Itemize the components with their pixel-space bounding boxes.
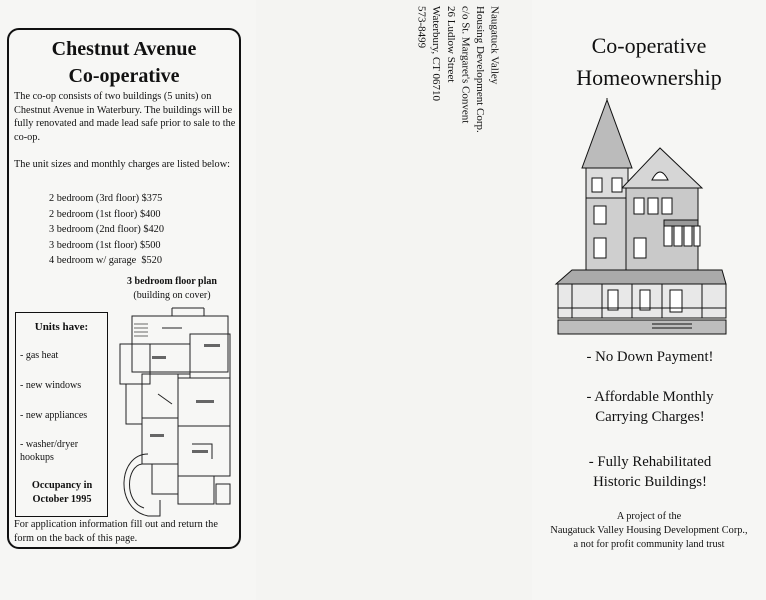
brochure-title (532, 30, 766, 94)
floorplan-subtitle: (building on cover) (133, 290, 211, 301)
project-note (532, 510, 766, 552)
unit-row: 2 bedroom (1st floor) $400 (49, 208, 161, 220)
unit-row: 3 bedroom (2nd floor) $420 (49, 224, 164, 236)
address-line: Waterbury, CT 06710 (430, 6, 443, 102)
address-line: Naugatuck Valley (488, 6, 501, 85)
units-have-title: Units have: (34, 321, 89, 333)
project-line1: A project of the (616, 511, 682, 522)
benefit-rehabilitated-buildings: - Fully Rehabilitated Historic Buildings! (588, 454, 712, 490)
chestnut-info-box (7, 28, 241, 549)
floorplan-drawing (112, 304, 236, 522)
units-have-box (15, 312, 108, 517)
unit-intro-text: The unit sizes and monthly charges are listed below: (14, 159, 230, 170)
brochure-title-line2: Homeownership (576, 65, 722, 90)
box-title-line2: Co-operative (68, 65, 180, 87)
address-line: Housing Development Corp. (473, 6, 486, 133)
address-line: 26 Ludlow Street (444, 6, 457, 83)
unit-row: 3 bedroom (1st floor) $500 (49, 239, 161, 251)
floorplan-title: 3 bedroom floor plan (127, 276, 217, 287)
intro-text: The co-op consists of two buildings (5 units) on Chestnut Avenue in Waterbury. The buildings will be fully renovated and made lead safe prior to sale to the co-op. (14, 91, 236, 143)
feature-gas-heat: - gas heat (20, 350, 59, 361)
feature-washer-dryer: - washer/dryer hookups (20, 439, 79, 463)
left-panel (0, 0, 257, 600)
unit-row: 4 bedroom w/ garage $520 (49, 255, 162, 267)
floorplan-caption (109, 275, 235, 303)
project-line2: Naugatuck Valley Housing Development Corp., (550, 525, 748, 536)
brochure-title-line1: Co-operative (591, 33, 707, 58)
box-title-line1: Chestnut Avenue (51, 38, 197, 60)
unit-row: 2 bedroom (3rd floor) $375 (49, 193, 163, 204)
occupancy-note: Occupancy in October 1995 (31, 480, 93, 505)
feature-new-appliances: - new appliances (20, 410, 88, 421)
project-line3: a not for profit community land trust (573, 539, 725, 550)
benefit-affordable-charges: - Affordable Monthly Carrying Charges! (586, 389, 714, 425)
application-note: For application information fill out and return the form on the back of this page. (14, 519, 218, 544)
feature-new-windows: - new windows (20, 380, 82, 391)
benefit-no-down-payment: - No Down Payment! (586, 349, 714, 365)
box-title (9, 36, 239, 90)
address-line: c/o St. Margaret's Convent (459, 6, 472, 124)
mailing-address (414, 6, 502, 133)
house-illustration (552, 98, 730, 338)
unit-list (49, 191, 239, 269)
address-line: 573-8499 (415, 6, 428, 49)
